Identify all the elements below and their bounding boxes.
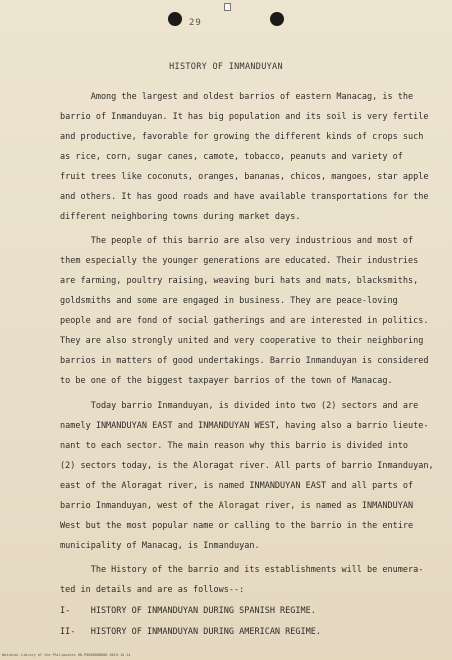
- body-line: The people of this barrio are also very industrious and most of: [60, 236, 414, 246]
- body-line: barrio Inmanduyan, west of the Aloragat river, is named as INMANDUYAN: [60, 501, 414, 511]
- body-line: West but the most popular name or calling to the barrio in the entire: [60, 521, 414, 531]
- body-line: to be one of the biggest taxpayer barrios of the town of Manacag.: [60, 376, 393, 386]
- binder-hole-left: [168, 12, 182, 26]
- paper-clip-mark: [224, 3, 231, 11]
- body-line: and productive, favorable for growing the different kinds of crops such: [60, 132, 424, 142]
- body-line: Among the largest and oldest barrios of eastern Manacag, is the: [60, 92, 414, 102]
- body-line: east of the Aloragat river, is named INMANDUYAN EAST and all parts of: [60, 481, 414, 491]
- page-title: HISTORY OF INMANDUYAN: [169, 62, 283, 72]
- body-line: goldsmiths and some are engaged in business. They are peace-loving: [60, 296, 398, 306]
- body-line: them especially the younger generations are educated. Their industries: [60, 256, 419, 266]
- body-line: The History of the barrio and its establishments will be enumera-: [60, 565, 424, 575]
- body-line: barrio of Inmanduyan. It has big population and its soil is very fertile: [60, 112, 429, 122]
- body-line: are farming, poultry raising, weaving buri hats and mats, blacksmiths,: [60, 276, 419, 286]
- body-line: namely INMANDUYAN EAST and INMANDUYAN WEST, having also a barrio lieute-: [60, 421, 429, 431]
- body-line: They are also strongly united and very cooperative to their neighboring: [60, 336, 424, 346]
- body-line: municipality of Manacag, is Inmanduyan.: [60, 541, 260, 551]
- body-line: fruit trees like coconuts, oranges, bananas, chicos, mangoes, star apple: [60, 172, 429, 182]
- body-line: as rice, corn, sugar canes, camote, tobacco, peanuts and variety of: [60, 152, 403, 162]
- body-line: people and are fond of social gatherings and are interested in politics.: [60, 316, 429, 326]
- list-item-american-regime: II- HISTORY OF INMANDUYAN DURING AMERICAN REGIME.: [60, 627, 321, 637]
- body-line: different neighboring towns during market days.: [60, 212, 301, 222]
- body-line: Today barrio Inmanduyan, is divided into two (2) sectors and are: [60, 401, 419, 411]
- body-line: (2) sectors today, is the Aloragat river. All parts of barrio Inmanduyan,: [60, 461, 434, 471]
- body-line: nant to each sector. The main reason why this barrio is divided into: [60, 441, 408, 451]
- list-item-spanish-regime: I- HISTORY OF INMANDUYAN DURING SPANISH REGIME.: [60, 606, 316, 616]
- body-line: barrios in matters of good undertakings. Barrio Inmanduyan is considered: [60, 356, 429, 366]
- body-line: ted in details and are as follows--:: [60, 585, 245, 595]
- archive-footer: National Library of the Philippines HD.P0008888888 0019.10.14: [2, 653, 131, 657]
- binder-hole-right: [270, 12, 284, 26]
- page-number: 29: [189, 18, 202, 28]
- body-line: and others. It has good roads and have available transportations for the: [60, 192, 429, 202]
